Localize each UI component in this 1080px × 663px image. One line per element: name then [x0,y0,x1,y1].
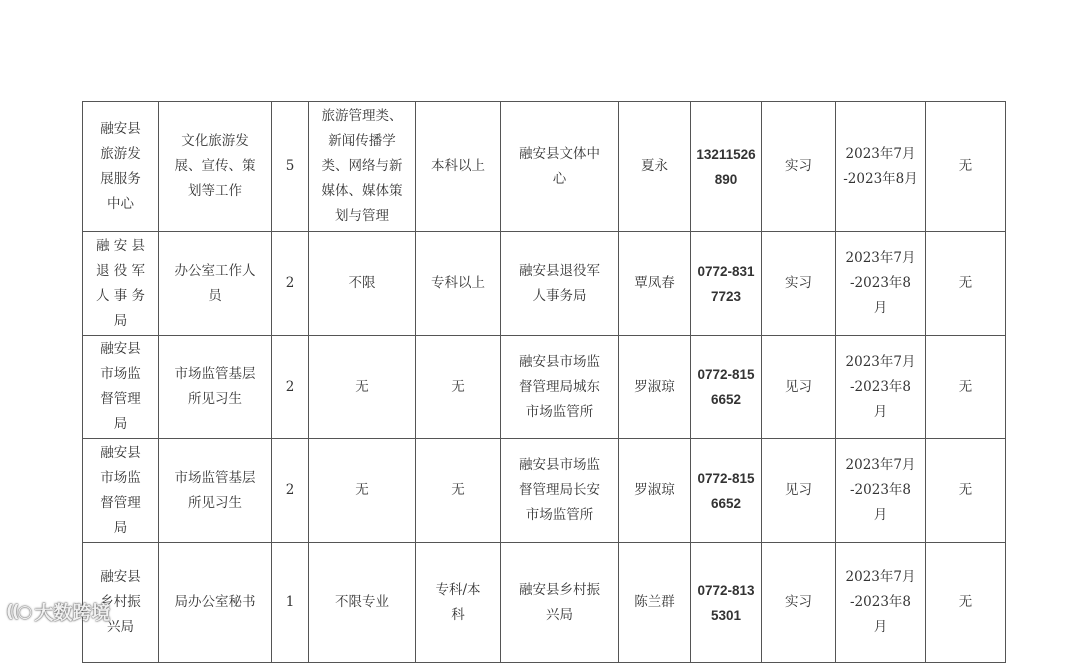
cell-count: 2 [272,336,309,439]
table-row [83,336,1006,439]
cell-type: 见习 [762,439,836,543]
cell-education: 专科/本 科 [416,543,501,663]
cell-phone: 0772-831 7723 [691,232,762,336]
cell-note: 无 [926,232,1006,336]
cell-phone: 13211526 890 [691,102,762,232]
cell-education: 本科以上 [416,102,501,232]
cell-contact: 覃凤春 [619,232,691,336]
cell-contact: 夏永 [619,102,691,232]
cell-org: 融安县 旅游发 展服务 中心 [83,102,159,232]
cell-major: 无 [309,336,416,439]
table-row [83,543,1006,663]
cell-location: 融安县退役军 人事务局 [501,232,619,336]
cell-job: 市场监管基层 所见习生 [159,336,272,439]
cell-education: 专科以上 [416,232,501,336]
cell-major: 旅游管理类、 新闻传播学 类、网络与新 媒体、媒体策 划与管理 [309,102,416,232]
cell-phone: 0772-815 6652 [691,336,762,439]
cell-period: 2023年7月 -2023年8 月 [836,543,926,663]
cell-major: 不限专业 [309,543,416,663]
cell-period: 2023年7月 -2023年8 月 [836,232,926,336]
table-row [83,102,1006,232]
cell-note: 无 [926,336,1006,439]
cell-type: 见习 [762,336,836,439]
cell-job: 市场监管基层 所见习生 [159,439,272,543]
cell-org: 融安县 乡村振 兴局 [83,543,159,663]
cell-phone: 0772-815 6652 [691,439,762,543]
cell-contact: 陈兰群 [619,543,691,663]
cell-count: 2 [272,232,309,336]
cell-count: 2 [272,439,309,543]
cell-type: 实习 [762,543,836,663]
cell-contact: 罗淑琼 [619,439,691,543]
cell-location: 融安县文体中 心 [501,102,619,232]
table-row [83,232,1006,336]
cell-org: 融安县 市场监 督管理 局 [83,439,159,543]
watermark [6,598,110,625]
cell-org: 融安县 市场监 督管理 局 [83,336,159,439]
cell-period: 2023年7月 -2023年8 月 [836,439,926,543]
cell-note: 无 [926,102,1006,232]
cell-count: 5 [272,102,309,232]
cell-count: 1 [272,543,309,663]
cell-job: 局办公室秘书 [159,543,272,663]
cell-education: 无 [416,336,501,439]
watermark-logo-icon: ((○ [6,601,31,622]
cell-education: 无 [416,439,501,543]
cell-location: 融安县市场监 督管理局长安 市场监管所 [501,439,619,543]
cell-contact: 罗淑琼 [619,336,691,439]
cell-major: 无 [309,439,416,543]
cell-job: 文化旅游发 展、宣传、策 划等工作 [159,102,272,232]
table-row [83,439,1006,543]
cell-location: 融安县乡村振 兴局 [501,543,619,663]
internship-table [82,101,1006,663]
cell-type: 实习 [762,102,836,232]
cell-note: 无 [926,543,1006,663]
cell-location: 融安县市场监 督管理局城东 市场监管所 [501,336,619,439]
cell-job: 办公室工作人 员 [159,232,272,336]
cell-period: 2023年7月 -2023年8月 [836,102,926,232]
cell-org: 融 安 县 退 役 军 人 事 务 局 [83,232,159,336]
cell-type: 实习 [762,232,836,336]
cell-major: 不限 [309,232,416,336]
watermark-text: 大数跨境 [34,602,111,624]
cell-period: 2023年7月 -2023年8 月 [836,336,926,439]
cell-phone: 0772-813 5301 [691,543,762,663]
cell-note: 无 [926,439,1006,543]
